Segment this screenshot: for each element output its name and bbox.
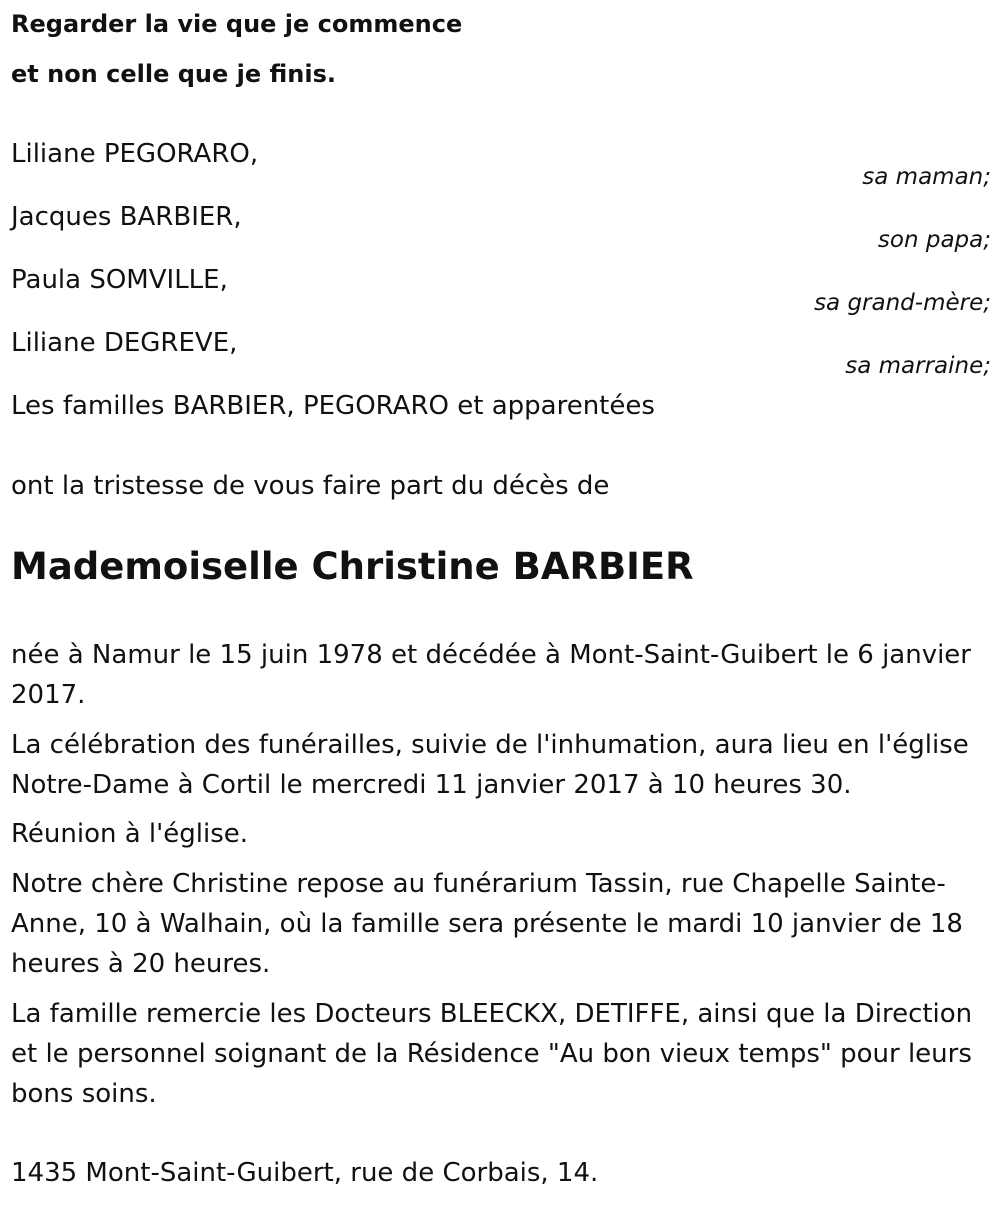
family-member-relation: sa marraine; (845, 353, 991, 379)
family-member-relation: sa maman; (862, 164, 991, 190)
family-member-name: Liliane DEGREVE, (11, 328, 238, 358)
announcement-text: ont la tristesse de vous faire part du décès de (11, 471, 610, 501)
birth-death-paragraph: née à Namur le 15 juin 1978 et décédée à Mont-Saint-Guibert le 6 janvier 2017. (11, 640, 971, 710)
repose-paragraph: Notre chère Christine repose au funérarium Tassin, rue Chapelle Sainte-Anne, 10 à Walhain, où la famille sera présente le mardi 10 janvier de 18 heures à 20 heures. (11, 869, 963, 979)
ceremony-paragraph: La célébration des funérailles, suivie de l'inhumation, aura lieu en l'église Notre-Dame à Cortil le mercredi 11 janvier 2017 à 10 heures 30. (11, 730, 969, 800)
thanks-paragraph: La famille remercie les Docteurs BLEECKX, DETIFFE, ainsi que la Direction et le personnel soignant de la Résidence "Au bon vieux temps" pour leurs bons soins. (11, 999, 973, 1109)
deceased-name: Mademoiselle Christine BARBIER (11, 545, 694, 588)
family-member-name: Liliane PEGORARO, (11, 139, 259, 169)
epigraph-line-2: et non celle que je finis. (11, 60, 336, 88)
address-line: 1435 Mont-Saint-Guibert, rue de Corbais, 14. (11, 1158, 599, 1188)
family-member-relation: sa grand-mère; (814, 290, 991, 316)
family-member-name: Jacques BARBIER, (11, 202, 242, 232)
epigraph-line-1: Regarder la vie que je commence (11, 10, 463, 38)
family-member-relation: son papa; (877, 227, 991, 253)
family-member-name: Paula SOMVILLE, (11, 265, 228, 295)
families-line: Les familles BARBIER, PEGORARO et apparentées (11, 391, 655, 421)
meeting-paragraph: Réunion à l'église. (11, 819, 249, 849)
